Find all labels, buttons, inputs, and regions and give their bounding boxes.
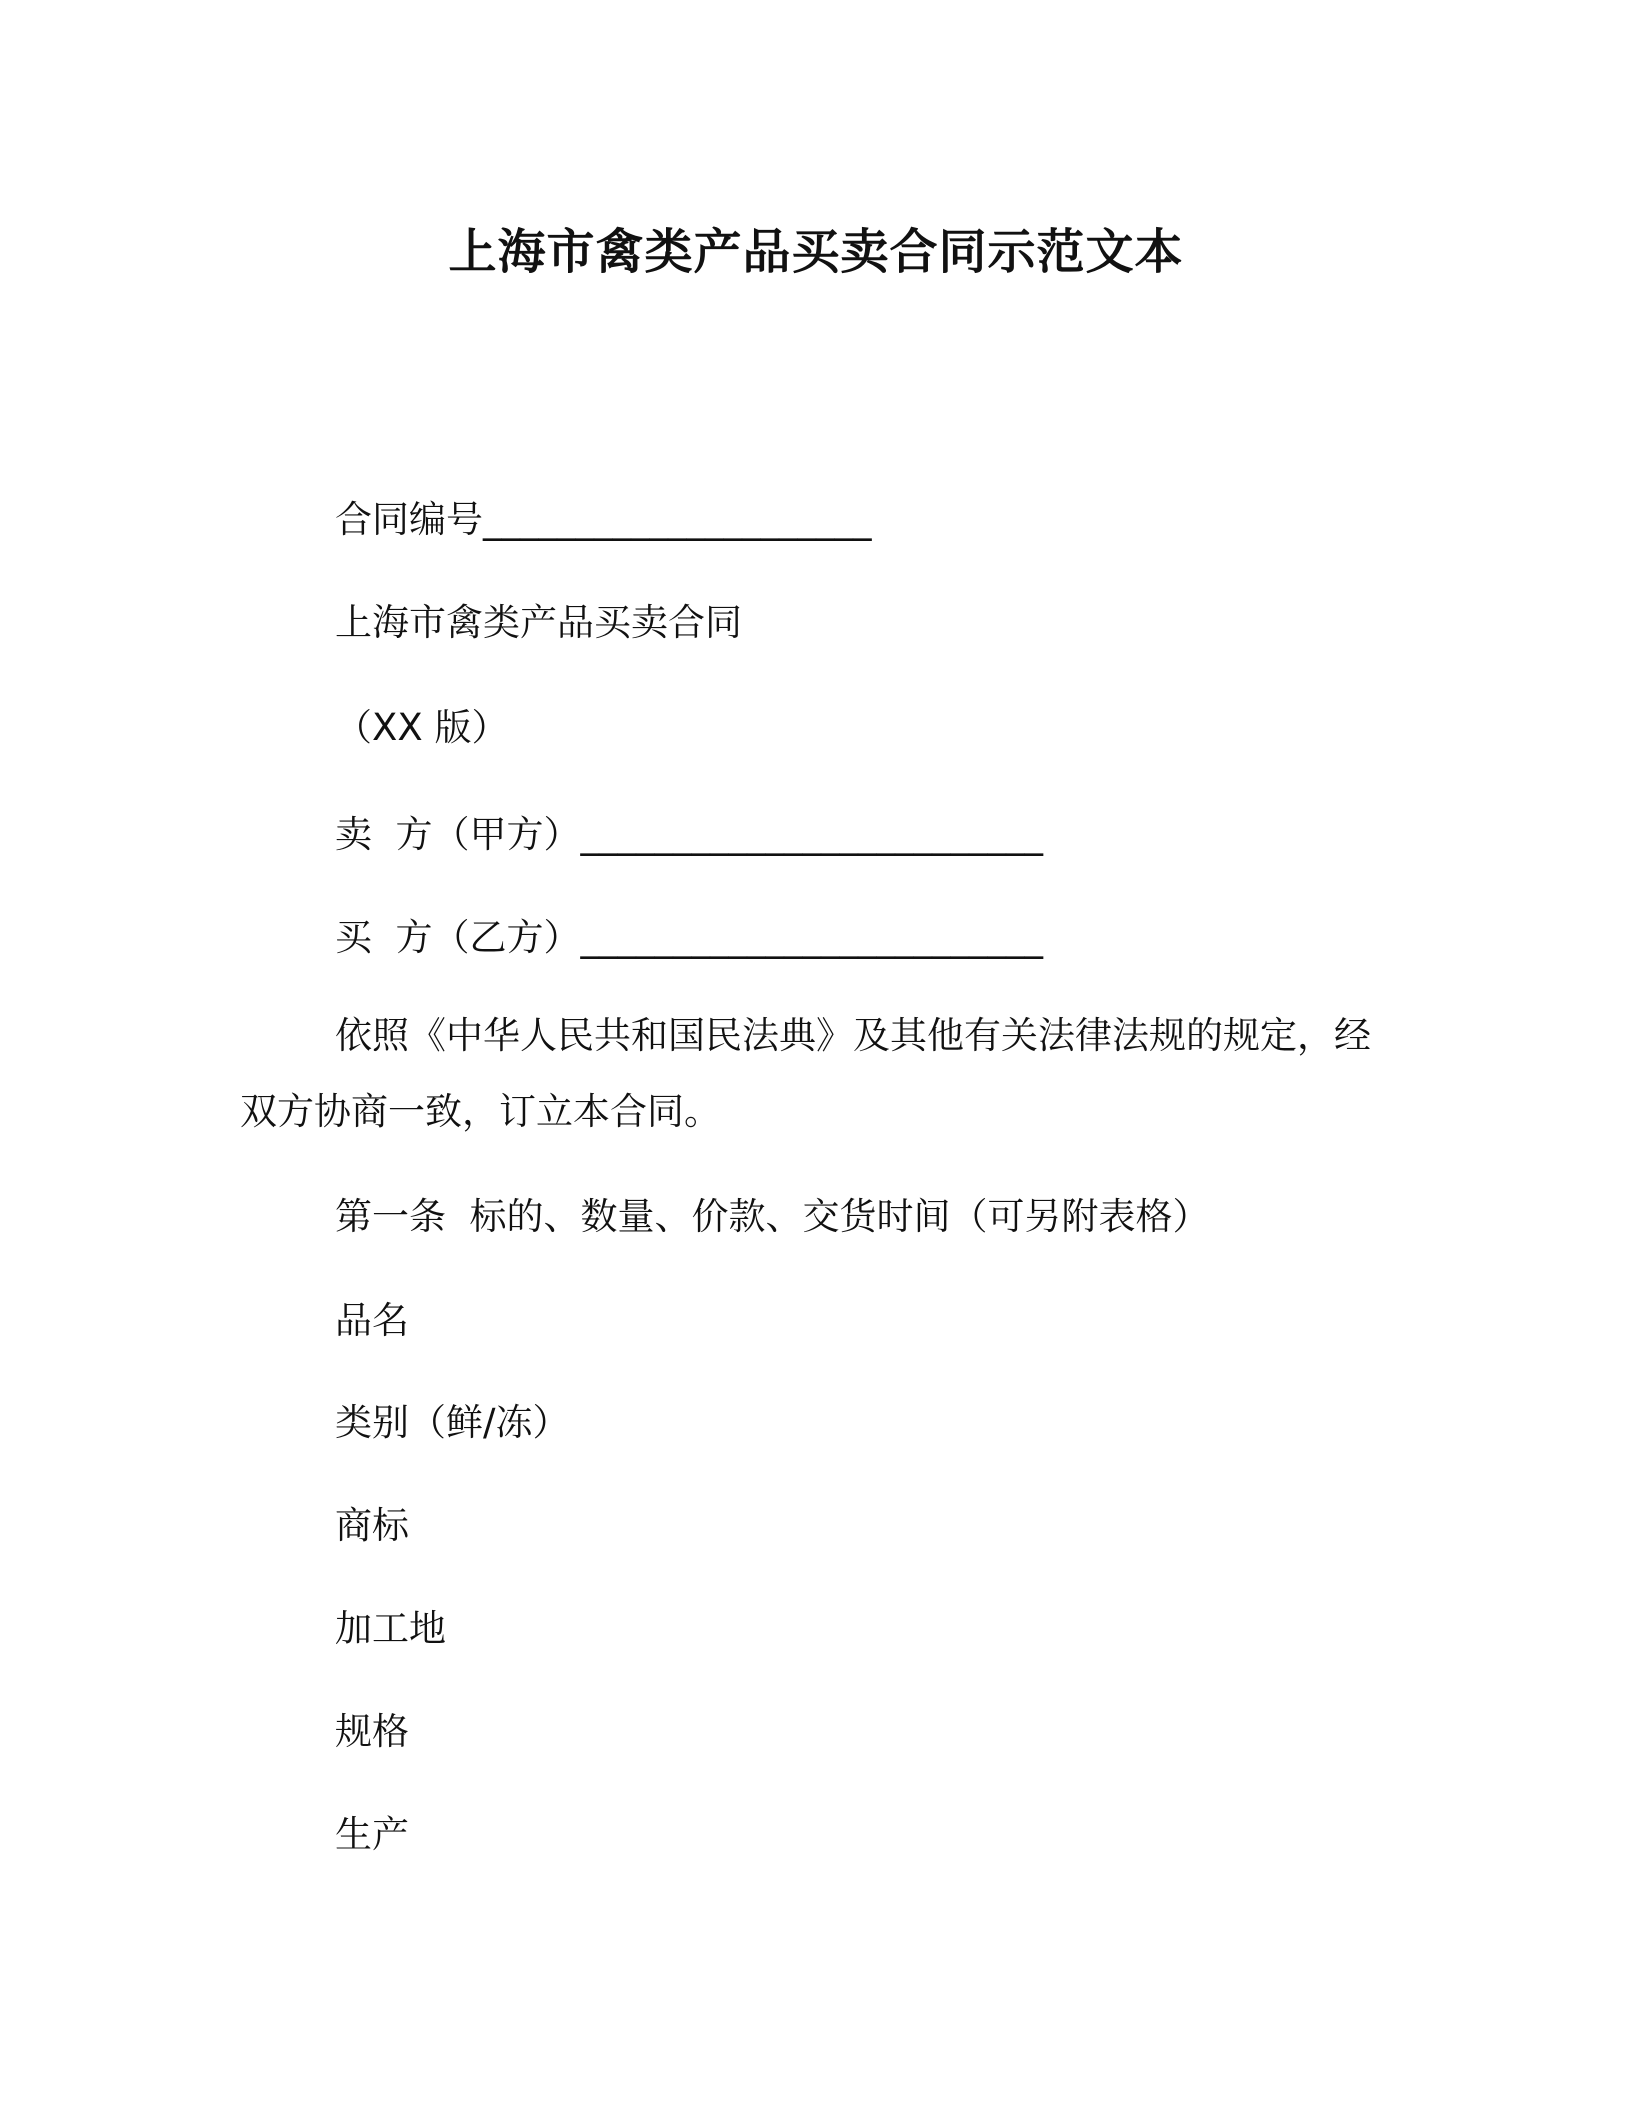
document-title: 上海市禽类产品买卖合同示范文本	[448, 224, 1184, 280]
contract-name: 上海市禽类产品买卖合同	[335, 601, 742, 644]
buyer-field: 买 方（乙方）_________________________	[335, 916, 1044, 959]
preamble-line-2: 双方协商一致，订立本合同。	[240, 1090, 721, 1133]
item-category: 类别（鲜/冻）	[335, 1401, 570, 1444]
item-trademark: 商标	[335, 1504, 409, 1547]
preamble-paragraph	[240, 1013, 1390, 1135]
seller-field: 卖 方（甲方）_________________________	[335, 813, 1044, 856]
preamble-line-1: 依照《中华人民共和国民法典》及其他有关法律法规的规定，经	[335, 1014, 1371, 1057]
item-product-name: 品名	[335, 1299, 409, 1342]
edition-label: （XX 版）	[335, 706, 509, 749]
item-processing-location: 加工地	[335, 1607, 446, 1650]
contract-number-field: 合同编号_____________________	[335, 498, 872, 541]
article-1-heading: 第一条 标的、数量、价款、交货时间（可另附表格）	[335, 1195, 1210, 1238]
item-production: 生产	[335, 1813, 409, 1856]
item-specification: 规格	[335, 1710, 409, 1753]
